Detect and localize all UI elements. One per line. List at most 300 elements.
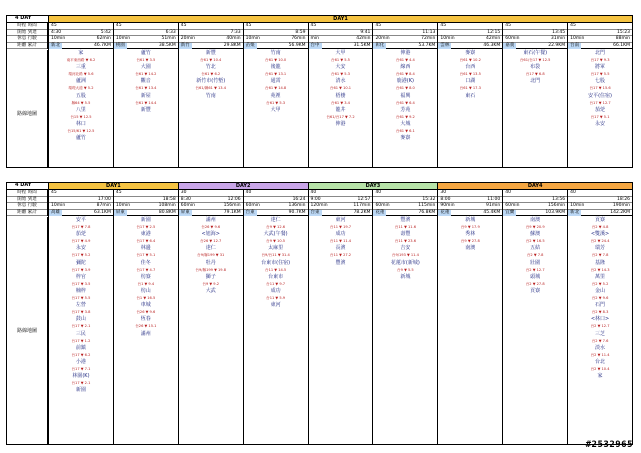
station-name: 後龍 [270, 64, 281, 71]
row-distance [568, 43, 632, 50]
row-rest-drive [503, 36, 567, 43]
drive-time: 62min [96, 36, 111, 42]
route-segment: 縣64 ▼ 5.5 [71, 100, 91, 105]
end-time: 12:06 [227, 196, 241, 202]
route-segment: 台17 ▼ 3.5 [71, 281, 91, 286]
row-time [244, 190, 308, 197]
row-distance [244, 210, 308, 217]
rest-time: 60min [375, 203, 390, 209]
day-label: DAY2 [235, 183, 251, 189]
route-segment: 台11 ▼ 11.4 [329, 239, 352, 244]
total-distance: 142.2KM [610, 209, 630, 215]
station-name: 苑裡 [270, 92, 281, 99]
route-segment: 台17 ▼ 6.2 [71, 352, 91, 357]
day-count: 4 DAY [15, 182, 32, 188]
row-time [244, 23, 308, 30]
station-name: 北門 [595, 50, 606, 56]
row-distance [373, 210, 437, 217]
rest-time: 10min [570, 203, 585, 209]
end-time: 12:57 [357, 196, 371, 202]
station-list [503, 217, 567, 295]
itinerary-column [113, 190, 178, 444]
row-distance [503, 43, 567, 50]
route-segment: 台61 ▼ 5.3 [331, 72, 350, 77]
station-name: 牡丹 [205, 259, 216, 266]
total-distance: 53.7KM [418, 42, 436, 48]
station-name: 竹南 [205, 92, 216, 99]
station-list [373, 217, 437, 281]
route-segment: 台15/61 ▼ 12.5 [67, 129, 95, 134]
day-bar [48, 183, 178, 190]
route-segment: 台2 ▼ 24.4 [590, 239, 610, 244]
station-name: 大武 [205, 288, 216, 295]
station-name: 新屋 [140, 92, 151, 99]
route-segment: 台9/台11 ▼ 31.4 [261, 253, 290, 258]
route-segment: 台11 ▼ 11.6 [394, 225, 416, 229]
drive-time: 115min [418, 203, 436, 209]
end-time: 13:56 [552, 196, 566, 202]
row-labels [7, 23, 48, 49]
route-segment: 台17 ▼ 5.1 [590, 114, 610, 119]
minutes: 40 [505, 190, 511, 195]
day-count: 4 DAY [15, 15, 32, 21]
row-distance [114, 210, 178, 217]
station-name: 五結 [530, 245, 541, 252]
row-rest-drive [179, 203, 243, 210]
rest-time: 10min [115, 36, 131, 42]
route-segment: 台61 ▼ 3.4 [331, 100, 350, 105]
station-name: 安平(住宿) [588, 92, 612, 99]
row-time [309, 23, 373, 30]
region-name: 新北 [51, 42, 60, 48]
route-segment: 台61/台17 ▼ 7.2 [326, 114, 355, 119]
rest-time: 10min [570, 36, 585, 42]
rest-time: 60min [245, 203, 260, 209]
route-segment: 台61 ▼ 17.3 [459, 86, 481, 91]
route-segment: 台61 ▼ 10.0 [264, 58, 287, 62]
route-segment: 台2 ▼ 4.8 [591, 225, 609, 229]
end-time: 17:00 [97, 196, 111, 202]
station-name: 太麻里 [268, 245, 284, 252]
station-name: 福興 [400, 92, 411, 99]
route-segment: 台17 ▼ 2.5 [136, 225, 156, 229]
drive-time: 42min [485, 36, 501, 42]
itinerary-column [178, 23, 243, 167]
row-rest-drive [373, 36, 437, 43]
day-label: DAY4 [527, 183, 543, 189]
region-name: 雲林 [440, 42, 450, 48]
region-name: 嘉義 [505, 42, 515, 48]
station-name: 竹北 [205, 64, 216, 71]
route-segment: 台9 ▼ 9.2 [202, 281, 220, 286]
station-name: 麥寮 [465, 50, 476, 56]
route-segment: 台26 ▼ 15.1 [135, 324, 157, 329]
route-segment: 台9/193 ▼ 11.4 [391, 253, 419, 258]
route-segment: 台9 ▼ 12.6 [266, 225, 286, 229]
total-distance: 31.5KM [353, 42, 371, 48]
region-name: 台東 [310, 209, 320, 215]
drive-time: 108min [158, 203, 176, 209]
row-time [568, 190, 632, 197]
end-time: 15:32 [422, 196, 436, 202]
station-name: 七股 [595, 78, 606, 85]
row-time [373, 23, 437, 30]
route-map-label-cell [7, 217, 48, 444]
route-segment: 台11 ▼ 5.9 [266, 296, 286, 301]
itinerary-column [437, 23, 502, 167]
route-segment: 台2 ▼ 7.8 [526, 253, 544, 258]
end-time: 15:23 [617, 29, 630, 35]
station-name: 花蓮市(新城) [390, 259, 420, 266]
station-list [244, 50, 308, 114]
itinerary-column [243, 23, 308, 167]
station-name: 三重 [75, 64, 86, 71]
station-name: 布袋 [530, 64, 541, 71]
row-time [114, 190, 178, 197]
region-name: 台中 [310, 42, 320, 48]
station-name: 石門 [595, 302, 606, 309]
row-distance [373, 43, 437, 50]
route-map-label-cell [7, 50, 48, 167]
station-name: 新園 [75, 387, 86, 394]
route-segment: 台9/縣199 ▼ 19.8 [195, 267, 226, 272]
station-name: 滿州 [205, 217, 216, 223]
station-name: 大城 [400, 121, 411, 128]
itinerary-column [437, 190, 502, 444]
station-name: 枋山 [140, 288, 151, 295]
station-name: 蘆洲 [75, 78, 86, 85]
station-list [438, 217, 502, 252]
drive-time: 87min [96, 203, 111, 209]
station-name: 茄萣 [75, 231, 86, 238]
route-segment: 台2 ▼ 14.3 [590, 267, 610, 272]
row-rest-drive [568, 36, 632, 43]
station-name: 新園 [140, 217, 151, 223]
station-name: 梧棲 [335, 92, 346, 99]
rest-time: 10min [440, 36, 455, 42]
region-name: 桃園 [115, 42, 125, 48]
station-name: 鼓山 [75, 316, 86, 323]
route-segment: 台17 ▼ 5.1 [136, 253, 156, 258]
route-segment: 台61 ▼ 6.2 [201, 72, 221, 77]
station-name: 頭城 [530, 273, 541, 280]
row-rest-drive [114, 36, 178, 43]
route-map-label: 路線地圖 [16, 111, 37, 117]
start-time: 8:00 [440, 196, 451, 202]
station-list [49, 50, 113, 142]
route-segment: 台1 ▼ 16.5 [136, 296, 156, 301]
station-name: 新豐 [205, 50, 216, 56]
region-name: 彰化 [375, 42, 385, 48]
row-distance [503, 210, 567, 217]
station-name: 茄萣 [595, 106, 606, 113]
rest-time: min [310, 36, 320, 42]
day-bar [308, 183, 438, 190]
drive-time: 51min [161, 36, 176, 42]
route-segment: 台2 ▼ 12.7 [525, 267, 545, 272]
itinerary-column [48, 23, 113, 167]
station-name: 新竹市(竹塹) [196, 78, 226, 85]
station-name: 楠梓 [75, 288, 86, 295]
row-label-dist: 距離 累計 [7, 210, 47, 217]
route-segment: 台2 ▼ 27.8 [525, 281, 545, 286]
row-rest-drive [373, 203, 437, 210]
route-segment: 台2 ▼ 8.3 [591, 310, 609, 315]
station-name: 家 [597, 373, 603, 380]
day-label: DAY3 [365, 183, 381, 189]
route-segment: 環堤大道 ▼ 5.2 [68, 86, 94, 91]
itinerary-column [372, 190, 437, 444]
route-segment: 台17 ▼ 3.8 [71, 310, 91, 315]
route-segment: 台11 ▼ 27.2 [329, 253, 352, 258]
station-name: 新城 [465, 217, 476, 223]
rest-time: 10min [115, 203, 131, 209]
row-rest-drive [49, 203, 113, 210]
station-list [438, 50, 502, 100]
end-time: 18:58 [162, 196, 176, 202]
station-list [309, 217, 373, 267]
minutes: 45 [115, 23, 122, 28]
minutes: 45 [440, 23, 447, 28]
station-list [373, 50, 437, 142]
row-distance [49, 43, 113, 50]
minutes: 45 [245, 23, 252, 28]
row-time [309, 190, 373, 197]
route-segment: 台17 ▼ 3.9 [71, 267, 91, 272]
station-name: 東石 [465, 92, 476, 99]
region-name: 台南 [570, 42, 580, 48]
route-segment: 台2 ▼ 10.4 [590, 367, 610, 372]
route-segment: 台2 ▼ 11.4 [590, 352, 610, 357]
row-time [179, 190, 243, 197]
minutes: 40 [310, 190, 317, 195]
station-name: <旭海> [201, 231, 220, 238]
station-name: 八里 [75, 106, 86, 113]
station-name: 伸港 [335, 121, 346, 128]
route-segment: 台17 ▼ 2.1 [71, 324, 91, 329]
minutes: 40 [570, 190, 576, 195]
row-distance [568, 210, 632, 217]
station-name: 金山 [595, 288, 606, 295]
route-segment: 台26 ▼ 12.7 [200, 239, 222, 244]
total-distance: 66.1KM [613, 42, 630, 48]
station-name: 梓官 [75, 273, 86, 280]
minutes: 30 [440, 190, 447, 195]
route-segment: 台1 ▼ 9.4 [137, 281, 155, 286]
row-time [438, 190, 502, 197]
total-distance: 56.9KM [288, 42, 306, 48]
end-time: 18:26 [617, 196, 630, 202]
route-segment: 台17 ▼ 5.2 [71, 253, 91, 258]
row-distance [438, 43, 502, 50]
route-segment: 環河北路 ▼ 5.6 [68, 72, 94, 77]
rest-time: 10min [51, 203, 66, 209]
row-rest-drive [568, 203, 632, 210]
rest-time: 60min [505, 36, 520, 42]
day-bar [437, 183, 632, 190]
station-name: 蘇澳 [530, 231, 541, 238]
row-rest-drive [244, 36, 308, 43]
station-name: 枋寮 [140, 273, 151, 280]
station-name: <林口> [590, 316, 610, 323]
route-segment: 台11 ▼ 9.7 [266, 281, 286, 286]
route-segment: 台61 ▼ 13.5 [459, 72, 481, 77]
total-distance: 63.1KM [94, 209, 111, 215]
route-segment: 台9 ▼ 27.8 [460, 239, 480, 244]
route-segment: 台61 ▼ 4.4 [395, 58, 415, 62]
station-name: <雙溪> [590, 231, 610, 238]
row-distance [179, 43, 243, 50]
route-segment: 台2 ▼ 5.2 [591, 281, 609, 286]
station-list [114, 50, 178, 114]
station-name: 鹿港(K) [396, 78, 414, 85]
itinerary-table-top [6, 15, 633, 168]
row-time [49, 190, 113, 197]
station-list [179, 217, 243, 295]
end-time: 16:24 [292, 196, 306, 202]
row-time [49, 23, 113, 30]
end-time: 11:13 [422, 29, 436, 35]
station-name: 麥寮 [400, 135, 411, 142]
region-name: 高雄 [51, 209, 60, 215]
station-name: 大武(午餐) [263, 231, 288, 238]
station-name: 台北 [595, 359, 606, 366]
total-distance: 46.3KM [483, 42, 501, 48]
station-name: 前鎮 [75, 344, 86, 351]
drive-time: 76min [291, 36, 306, 42]
region-name: 花蓮 [440, 209, 450, 215]
itinerary-column [567, 190, 632, 444]
start-time: 8:30 [180, 196, 191, 202]
row-label-dist: 距離 累計 [7, 43, 47, 50]
day-count-cell [7, 183, 48, 190]
minutes: 45 [375, 23, 382, 28]
station-name: 成功 [270, 288, 281, 295]
row-rest-drive [438, 203, 502, 210]
row-time [503, 23, 567, 30]
row-label-rest: 休息 行駛 [7, 203, 47, 210]
route-segment: 台11 ▼ 19.7 [329, 225, 352, 229]
station-name: 車城 [140, 302, 151, 309]
rest-time: 20min [180, 36, 195, 42]
station-name: 東港 [140, 231, 151, 238]
minutes: 45 [51, 190, 57, 195]
minutes: 40 [375, 190, 382, 195]
row-rest-drive [114, 203, 178, 210]
station-list [503, 50, 567, 85]
end-time: 8:59 [295, 29, 306, 35]
route-segment: 台61 ▼ 10.1 [329, 86, 352, 91]
route-segment: 台61 ▼ 6.1 [395, 129, 415, 134]
route-segment: 台61 ▼ 10.4 [200, 58, 222, 62]
route-segment: 台9 ▼ 20.9 [525, 225, 545, 229]
route-segment: 台17 ▼ 6.8 [525, 72, 545, 77]
rest-time: 60min [505, 203, 520, 209]
station-list [179, 50, 243, 100]
station-name: 秀林 [465, 231, 476, 238]
station-name: 彌陀 [75, 259, 86, 266]
route-segment: 台61/台17 ▼ 12.5 [519, 58, 551, 62]
route-segment: 台61 ▼ 8.4 [395, 72, 415, 77]
route-segment: 台17 ▼ 5.5 [590, 72, 610, 77]
region-name: 花蓮 [375, 209, 385, 215]
station-name: 滿州 [140, 330, 151, 337]
minutes: 45 [51, 23, 57, 28]
end-time: 13:45 [552, 29, 566, 35]
station-list [244, 217, 308, 309]
route-segment: 台17 ▼ 2.1 [71, 381, 91, 386]
station-name: 成功 [335, 231, 346, 238]
route-segment: 台61 ▼ 8.0 [395, 86, 415, 91]
station-name: 瑞芳 [595, 245, 606, 252]
row-label-start: 開始 到達 [7, 30, 47, 37]
row-rest-drive [503, 203, 567, 210]
station-name: 安平 [75, 217, 86, 223]
row-time [568, 23, 632, 30]
itinerary-column [113, 23, 178, 167]
itinerary-column [243, 190, 308, 444]
drive-time: 31min [550, 36, 566, 42]
row-rest-drive [179, 36, 243, 43]
station-name: 清水 [335, 78, 346, 85]
station-name: 恆春 [140, 316, 151, 323]
station-name: 永安 [75, 245, 86, 252]
station-name: 小港 [75, 359, 86, 366]
route-segment: 南平東西路 ▼ 6.2 [66, 58, 96, 62]
start-time: 9:00 [310, 196, 321, 202]
region-name: 台東 [245, 209, 255, 215]
rest-time: 90min [440, 203, 455, 209]
row-label-time: 時程 時間 [7, 190, 47, 197]
itinerary-column [178, 190, 243, 444]
total-distance: 103.9KM [545, 209, 566, 215]
minutes: 45 [180, 23, 187, 28]
station-name: 五股 [75, 92, 86, 99]
route-segment: 台61 ▼ 6.4 [395, 100, 415, 105]
drive-time: 42min [356, 36, 371, 42]
route-segment: 台9 ▼ 17.9 [460, 225, 480, 229]
end-time: 9:41 [360, 29, 371, 35]
station-name: 竹南 [270, 50, 281, 56]
station-name: 大園 [140, 64, 151, 71]
region-name: 宜蘭 [505, 209, 515, 215]
row-time [503, 190, 567, 197]
minutes: 30 [180, 190, 187, 195]
rest-time: 10min [245, 36, 260, 42]
row-distance [244, 43, 308, 50]
drive-time: 156min [548, 203, 566, 209]
route-segment: 台17 ▼ 7.1 [71, 367, 91, 372]
itinerary-column [567, 23, 632, 167]
day-label: DAY1 [106, 183, 121, 189]
route-segment: 台61 ▼ 14.4 [135, 100, 157, 105]
row-rest-drive [438, 36, 502, 43]
station-name: 通霄 [270, 78, 281, 85]
route-segment: 台61/縣61 ▼ 13.4 [195, 86, 226, 91]
itinerary-column [48, 190, 113, 444]
station-name: 壽豐 [400, 231, 411, 238]
start-time: 4:30 [51, 29, 62, 35]
station-name: 壯圍 [530, 259, 541, 266]
station-name: 吉安 [400, 245, 411, 252]
route-segment: 台17 ▼ 4.9 [71, 239, 91, 244]
route-segment: 台9 ▼ 10.5 [266, 239, 286, 244]
route-segment: 台11 ▼ 14.5 [264, 267, 287, 272]
row-labels [7, 190, 48, 216]
route-segment: 台2 ▼ 7.8 [591, 253, 609, 258]
station-name: 林邊 [140, 245, 151, 252]
station-name: 觀音 [140, 78, 151, 85]
